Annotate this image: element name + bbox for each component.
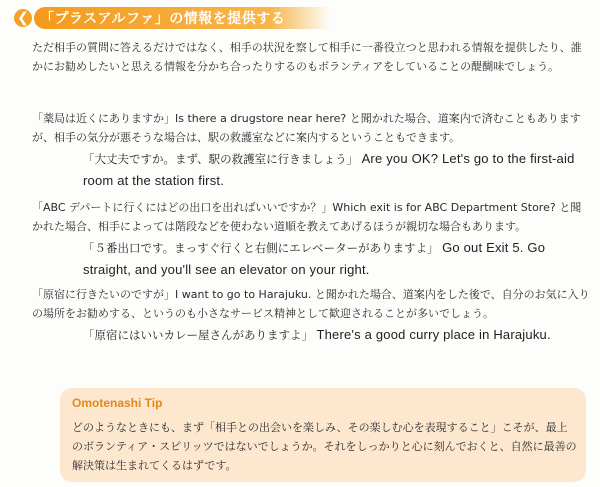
example-section (32, 285, 590, 346)
section-text: 「薬局は近くにありますか」Is there a drugstore near here? と聞かれた場合、道案内で済むこともありますが、相手の気分が悪そうな場合は、駅の救護室などに案内するということもできます。 (32, 112, 581, 144)
example-jp: 「５番出口です。まっすぐ行くと右側にエレベーターがありますよ」 (83, 241, 439, 255)
intro-paragraph: ただ相手の質問に答えるだけではなく、相手の状況を察して相手に一番役立つと思われる情報を提供したり、誰かにお勧めしたいと思える情報を分かち合ったりするのもボランティアをしていることの醍醐味でしょう。 (32, 41, 582, 73)
example-en: Go out Exit 5. Go straight, and you'll see an elevator on your right. (83, 240, 546, 277)
chevron-left-icon: ❮ (14, 9, 32, 27)
example-phrase (83, 324, 590, 346)
section-text: 「原宿に行きたいのですが」I want to go to Harajuku. と聞かれた場合、道案内をした後で、自分のお気に入りの場所をお勧めする、というのも小さなサービス精神として歓迎されることが多いでしょう。 (32, 288, 590, 320)
section-title: 「プラスアルファ」の情報を提供する (34, 7, 330, 29)
example-phrase (83, 237, 590, 281)
example-en: There's a good curry place in Harajuku. (316, 327, 551, 342)
example-section (32, 198, 590, 281)
section-text: 「ABC デパートに行くにはどの出口を出ればいいですか？」Which exit is for ABC Department Store? と聞かれた場合、相手によっては階段などを使わない道順を教えてあげるほうが親切な場合もあります。 (32, 201, 582, 233)
tip-box (60, 388, 586, 482)
section-banner (14, 6, 374, 30)
example-jp: 「原宿にはいいカレー屋さんがありますよ」 (83, 328, 313, 342)
tip-title: Omotenashi Tip (72, 396, 163, 410)
tip-text: どのようなときにも、まず「相手との出会いを楽しみ、その楽しむ心を表現すること」こそが、最上のボランティア・スピリッツではないでしょうか。それをしっかりと心に刻んでおくと、自然に最善の解決策は生まれてくるはずです。 (72, 421, 577, 472)
example-section (32, 109, 590, 192)
example-phrase (83, 148, 590, 192)
example-en: Are you OK? Let's go to the first-aid room at the station first. (83, 151, 575, 188)
example-jp: 「大丈夫ですか。まず、駅の救護室に行きましょう」 (83, 152, 359, 166)
